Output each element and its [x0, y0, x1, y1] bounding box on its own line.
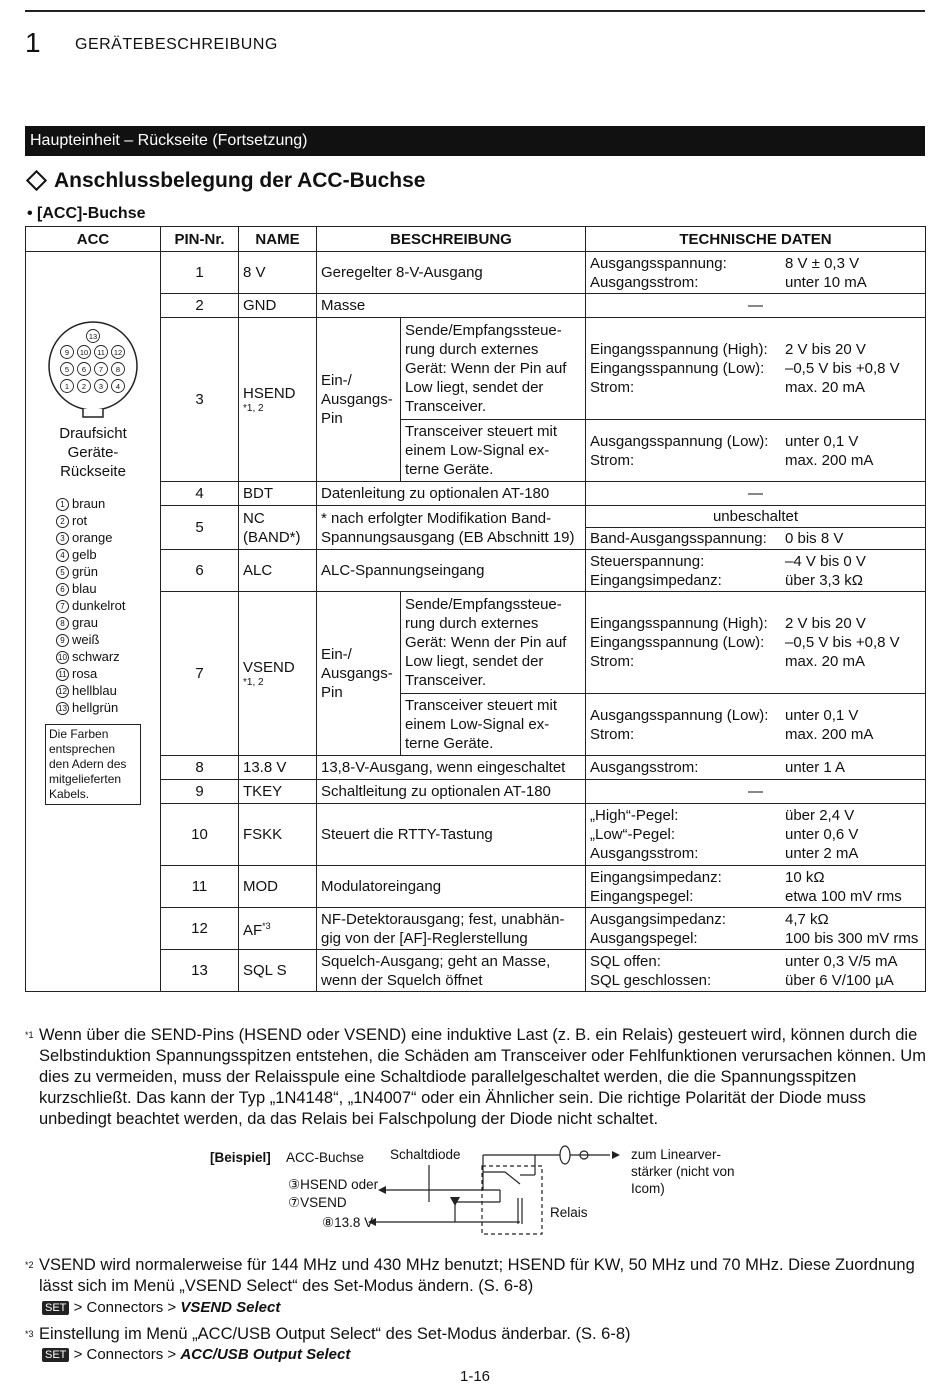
connector-pin-label: 7 [98, 365, 104, 374]
table-row [26, 550, 926, 592]
pin-spec: Ausgangsspannung: 8 V ± 0,3 V Ausgangsstrom: unter 10 mA [586, 252, 926, 294]
table-header-row [26, 227, 926, 252]
list-item: 4 gelb [56, 546, 160, 563]
connector-pin-label: 4 [115, 382, 121, 391]
table-row [26, 804, 926, 866]
connector-pin-label: 12 [113, 348, 123, 357]
connector-pin-label: 10 [79, 348, 89, 357]
hsend-label: ③HSEND oder [288, 1177, 379, 1192]
list-item: 9 weiß [56, 631, 160, 648]
table-row [26, 866, 926, 908]
pin-description: Steuert die RTTY-Tastung [317, 804, 586, 866]
set-key-icon: SET [42, 1348, 69, 1362]
pin-name: GND [239, 294, 317, 318]
pin-description: Sende/Empfangssteue- rung durch externes Gerät: Wenn der Pin auf Low liegt, sendet der Transceiver. [401, 318, 586, 420]
section-bar: Haupteinheit – Rückseite (Fortsetzung) [25, 126, 925, 156]
list-item: 2 rot [56, 512, 160, 529]
list-item: 7 dunkelrot [56, 597, 160, 614]
pin-description: Sende/Empfangssteue- rung durch externes Gerät: Wenn der Pin auf Low liegt, sendet der Transceiver. [401, 592, 586, 694]
pin-name: ALC [239, 550, 317, 592]
acc-pin-table [25, 226, 926, 992]
list-item: 3 orange [56, 529, 160, 546]
col-header-specs: TECHNISCHE DATEN [586, 227, 926, 252]
pin-spec: — [586, 294, 926, 318]
set-key-icon: SET [42, 1301, 69, 1315]
footnote-text: VSEND wird normalerweise für 144 MHz und 430 MHz benutzt; HSEND für KW, 50 MHz und 70 MHz. Diese Zuordnung lässt sich im Menü „VSEND Select“ des Set-Modus ändern. (S. 6-8) [39, 1256, 915, 1295]
pin-spec: Steuerspannung: –4 V bis 0 V Eingangsimpedanz: über 3,3 kΩ [586, 550, 926, 592]
footnote-mark: *2 [25, 1260, 34, 1270]
col-header-pin: PIN-Nr. [161, 227, 239, 252]
connector-pin-label: 5 [64, 365, 70, 374]
pin-spec: Eingangsspannung (High): 2 V bis 20 V Eingangsspannung (Low): –0,5 V bis +0,8 V Strom: max. 20 mA [586, 318, 926, 420]
pin-number: 6 [161, 550, 239, 592]
pin-number: 12 [161, 908, 239, 950]
list-item: 10 schwarz [56, 648, 160, 665]
pin-spec: Ausgangsspannung (Low): unter 0,1 V Strom: max. 200 mA [586, 694, 926, 756]
pin-spec: Eingangsimpedanz: 10 kΩ Eingangspegel: etwa 100 mV rms [586, 866, 926, 908]
table-row [26, 756, 926, 780]
list-item: 11 rosa [56, 665, 160, 682]
pin-spec: Eingangsspannung (High): 2 V bis 20 V Eingangsspannung (Low): –0,5 V bis +0,8 V Strom: max. 20 mA [586, 592, 926, 694]
table-row [26, 252, 926, 294]
pin-spec: Band-Ausgangsspannung: 0 bis 8 V [586, 528, 926, 550]
pin-number: 2 [161, 294, 239, 318]
footnote-mark: *3 [25, 1329, 34, 1339]
list-item: 12 hellblau [56, 682, 160, 699]
table-row [26, 780, 926, 804]
pin-io-type: Ein-/ Ausgangs- Pin [317, 318, 401, 482]
vsend-label: ⑦VSEND [288, 1195, 347, 1210]
pin-description: Squelch-Ausgang; geht an Masse, wenn der Squelch öffnet [317, 950, 586, 992]
footnote-3 [25, 1324, 927, 1345]
pin-number: 4 [161, 482, 239, 506]
acc-jack-label: ACC-Buchse [286, 1150, 365, 1165]
pin-number: 13 [161, 950, 239, 992]
table-row [26, 294, 926, 318]
pin-name: HSEND *1, 2 [239, 318, 317, 482]
pin-spec: SQL offen: unter 0,3 V/5 mA SQL geschlossen: über 6 V/100 µA [586, 950, 926, 992]
pin-description: ALC-Spannungseingang [317, 550, 586, 592]
connector-pin-label: 9 [64, 348, 70, 357]
relay-example-diagram [200, 1140, 760, 1236]
connector-pin-label: 6 [81, 365, 87, 374]
diamond-icon [26, 170, 47, 191]
pin-number: 3 [161, 318, 239, 482]
col-header-name: NAME [239, 227, 317, 252]
pin-name: SQL S [239, 950, 317, 992]
chapter-title: GERÄTEBESCHREIBUNG [75, 36, 278, 53]
footnote-1 [25, 1025, 927, 1130]
pin-description: Modulatoreingang [317, 866, 586, 908]
pin-description: Schaltleitung zu optionalen AT-180 [317, 780, 586, 804]
pin-spec: — [586, 482, 926, 506]
relay-label: Relais [550, 1205, 588, 1220]
table-row [26, 318, 926, 420]
pin-number: 9 [161, 780, 239, 804]
table-row [26, 482, 926, 506]
footnote-text: Einstellung im Menü „ACC/USB Output Select“ des Set-Modus änderbar. (S. 6-8) [39, 1325, 631, 1343]
connector-pin-label: 13 [88, 332, 98, 341]
menu-path-2 [42, 1299, 280, 1316]
pin-name: AF$^{*3}$ [239, 908, 317, 950]
connector-pin-label: 11 [97, 348, 105, 357]
pin-spec: Ausgangsstrom: unter 1 A [586, 756, 926, 780]
pin-name: VSEND *1, 2 [239, 592, 317, 756]
pin-description: * nach erfolgter Modifikation Band- Spannungsausgang (EB Abschnitt 19) [317, 506, 586, 550]
list-item: 13 hellgrün [56, 699, 160, 716]
connector-pin-label: 2 [81, 382, 87, 391]
pin-name: NC (BAND*) [239, 506, 317, 550]
pin-name: BDT [239, 482, 317, 506]
pin-number: 5 [161, 506, 239, 550]
pin-name: 13.8 V [239, 756, 317, 780]
connector-pin-label: 8 [115, 365, 121, 374]
pin-number: 8 [161, 756, 239, 780]
menu-path-3 [42, 1346, 350, 1363]
pin-name: TKEY [239, 780, 317, 804]
table-row [26, 950, 926, 992]
col-header-description: BESCHREIBUNG [317, 227, 586, 252]
connector-pin-label: 3 [98, 382, 104, 391]
pin-spec: Ausgangsspannung (Low): unter 0,1 V Strom: max. 200 mA [586, 420, 926, 482]
amp-label: zum Linearver- stärker (nicht von Icom) [631, 1147, 735, 1196]
pin-description: 13,8-V-Ausgang, wenn eingeschaltet [317, 756, 586, 780]
menu-path: > Connectors > [73, 1346, 177, 1363]
pin-color-list [56, 495, 160, 716]
footnote-2 [25, 1255, 927, 1297]
pin-io-type: Ein-/ Ausgangs- Pin [317, 592, 401, 756]
list-item: 8 grau [56, 614, 160, 631]
acc-connector-cell [26, 252, 161, 992]
color-note: Die Farben entsprechen den Adern des mitgelieferten Kabels. [45, 724, 141, 805]
pin-description: Masse [317, 294, 586, 318]
acc-connector-diagram [43, 320, 143, 420]
connector-pin-label: 1 [64, 382, 70, 391]
pin-description: NF-Detektorausgang; fest, unabhän- gig von der [AF]-Reglerstellung [317, 908, 586, 950]
pin-number: 1 [161, 252, 239, 294]
table-row [26, 908, 926, 950]
pin-description: Transceiver steuert mit einem Low-Signal ex- terne Geräte. [401, 420, 586, 482]
pin-number: 7 [161, 592, 239, 756]
pin-spec: Ausgangsimpedanz: 4,7 kΩ Ausgangspegel: 100 bis 300 mV rms [586, 908, 926, 950]
section-title: Anschlussbelegung der ACC-Buchse [54, 169, 426, 192]
list-item: 5 grün [56, 563, 160, 580]
table-row [26, 506, 926, 528]
pin-name: 8 V [239, 252, 317, 294]
pin-description: Datenleitung zu optionalen AT-180 [317, 482, 586, 506]
menu-item: ACC/USB Output Select [180, 1346, 351, 1363]
menu-path: > Connectors > [73, 1299, 177, 1316]
menu-item: VSEND Select [180, 1299, 281, 1316]
chapter-number: 1 [25, 27, 41, 58]
diode-label: Schaltdiode [390, 1147, 461, 1162]
pin-spec: „High“-Pegel: über 2,4 V „Low“-Pegel: unter 0,6 V Ausgangsstrom: unter 2 mA [586, 804, 926, 866]
pin-description: Geregelter 8-V-Ausgang [317, 252, 586, 294]
pin-name: MOD [239, 866, 317, 908]
col-header-acc: ACC [26, 227, 161, 252]
table-row [26, 592, 926, 694]
pin-description: Transceiver steuert mit einem Low-Signal ex- terne Geräte. [401, 694, 586, 756]
top-rule [25, 10, 925, 12]
footnote-mark: *1 [25, 1030, 34, 1040]
pin-number: 10 [161, 804, 239, 866]
pin-spec: — [586, 780, 926, 804]
pin-name: FSKK [239, 804, 317, 866]
list-item: 1 braun [56, 495, 160, 512]
pin-spec: unbeschaltet [586, 506, 926, 528]
section-heading [25, 169, 425, 193]
v138-label: ⑧13.8 V [322, 1215, 374, 1230]
pin-number: 11 [161, 866, 239, 908]
view-label: Draufsicht Geräte-Rückseite [59, 425, 127, 480]
page-number: 1-16 [459, 1368, 491, 1385]
list-item: 6 blau [56, 580, 160, 597]
subsection-heading: • [ACC]-Buchse [27, 205, 146, 222]
example-label: [Beispiel] [210, 1150, 271, 1165]
footnote-text: Wenn über die SEND-Pins (HSEND oder VSEND) eine induktive Last (z. B. ein Relais) gesteuert wird, können durch die Selbstinduktion Spannungsspitzen entstehen, die Schäden am Transceiver oder Fehlfunktionen verursachen können. Um dies zu vermeiden, muss der Relaisspule eine Schaltdiode parallelgeschaltet werden, die die Spannungsspitzen kurzschließt. Das kann der Typ „1N4148“, „1N4007“ oder ein Ähnlicher sein. Die richtige Polarität der Diode muss unbedingt beachtet werden, da das Relais bei Falschpolung der Diode nicht schaltet. [39, 1026, 926, 1128]
